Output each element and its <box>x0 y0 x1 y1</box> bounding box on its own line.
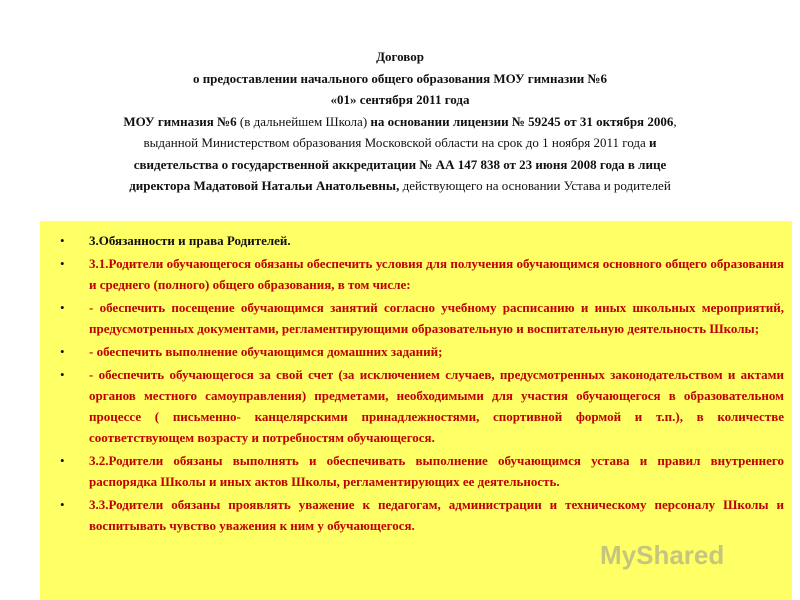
list-item <box>40 341 792 362</box>
bullet-icon: • <box>60 367 65 382</box>
bullet-icon: • <box>60 300 65 315</box>
bullet-icon: • <box>60 453 65 468</box>
contract-date: «01» сентября 2011 года <box>330 92 470 107</box>
list-item <box>40 364 792 448</box>
list-item-text: 3.Обязанности и права Родителей. <box>89 233 291 248</box>
list-item-text: 3.1.Родители обучающегося обязаны обеспечить условия для получения обучающимся основного общего образования и среднего (полного) общего образования, в том числе: <box>89 256 784 292</box>
list-item-text: 3.2.Родители обязаны выполнять и обеспечивать выполнение обучающимся устава и правил внутреннего распорядка Школы и иных актов Школы, регламентирующих ее деятельность. <box>89 453 784 489</box>
list-item-text: - обеспечить выполнение обучающимся домашних заданий; <box>89 344 443 359</box>
contract-header <box>0 46 800 197</box>
contract-title: Договор <box>376 49 424 64</box>
list-item-text: - обеспечить обучающегося за свой счет (за исключением случаев, предусмотренных законодательством и актами органов местного самоуправления) предметами, необходимыми для участия обучающегося в образовательном процессе ( письменно- канцелярскими принадлежностями, спортивной формой и т.п.), в количестве соответствующем возрасту и потребностям обучающегося. <box>89 367 784 445</box>
list-item <box>40 297 792 339</box>
bullet-icon: • <box>60 256 65 271</box>
contract-subject: о предоставлении начального общего образования МОУ гимназии №6 <box>192 70 608 86</box>
list-item <box>40 494 792 536</box>
header-line-7: директора Мадатовой Натальи Анатольевны, действующего на основании Устава и родителей <box>129 178 671 193</box>
bullet-icon: • <box>60 233 65 248</box>
list-item-section-heading <box>40 230 792 251</box>
list-item-text: - обеспечить посещение обучающимся занятий согласно учебному расписанию и иных школьных мероприятий, предусмотренных документами, регламентирующими образовательную и воспитательную деятельность Школы; <box>89 300 784 336</box>
header-line-4: МОУ гимназия №6 (в дальнейшем Школа) на основании лицензии № 59245 от 31 октября 2006, <box>123 113 677 129</box>
watermark-logo: MyShared <box>600 540 725 570</box>
header-line-6: свидетельства о государственной аккредитации № АА 147 838 от 23 июня 2008 года в лице <box>133 156 667 172</box>
obligations-list <box>40 230 792 538</box>
header-line-5: выданной Министерством образования Московской области на срок до 1 ноября 2011 года и <box>143 135 657 150</box>
list-item-text: 3.3.Родители обязаны проявлять уважение к педагогам, администрации и техническому персоналу Школы и воспитывать чувство уважения к ним у обучающегося. <box>89 497 784 533</box>
bullet-icon: • <box>60 497 65 512</box>
list-item <box>40 253 792 295</box>
list-item <box>40 450 792 492</box>
bullet-icon: • <box>60 344 65 359</box>
